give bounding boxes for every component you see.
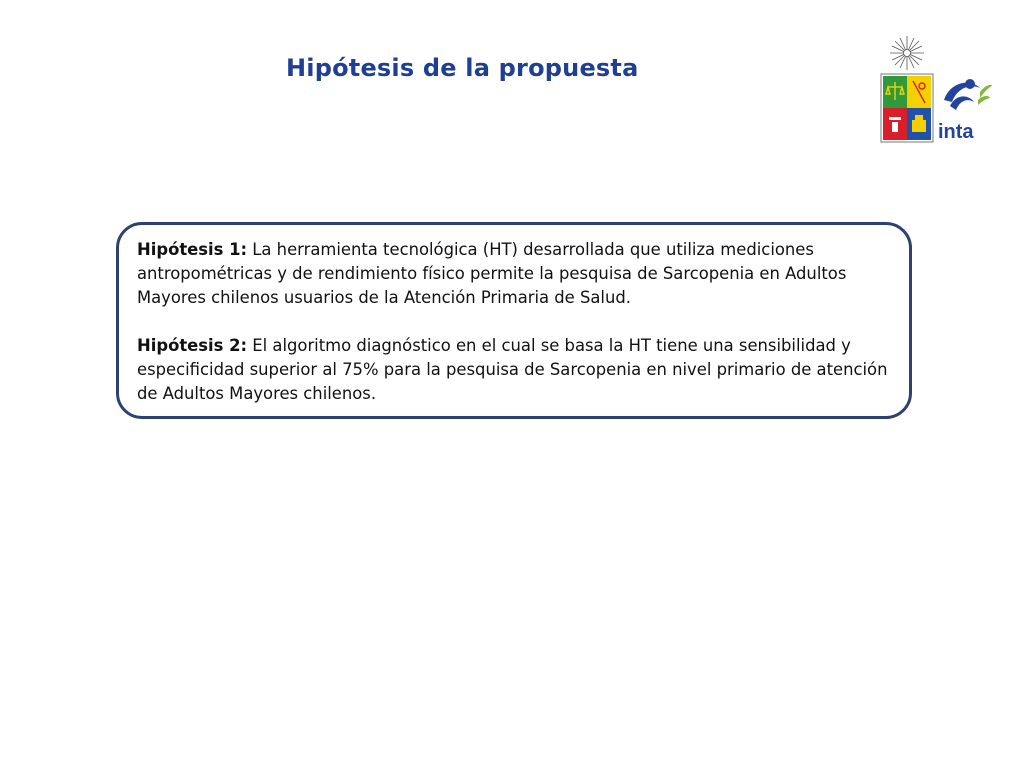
hypothesis-1-text: La herramienta tecnológica (HT) desarrollada que utiliza mediciones antropométricas y de rendimiento físico permite la pesquisa de Sarcopenia en Adultos Mayores chilenos usuarios de la Atención Primaria de Salud. <box>137 240 847 307</box>
slide-title: Hipótesis de la propuesta <box>286 54 639 82</box>
inta-logo-text: inta <box>938 121 974 143</box>
hypothesis-1-label: Hipótesis 1: <box>137 240 248 259</box>
hypothesis-2 <box>137 334 893 406</box>
inta-logo-icon <box>936 72 994 144</box>
hypothesis-1 <box>137 238 893 310</box>
hypothesis-2-text: El algoritmo diagnóstico en el cual se basa la HT tiene una sensibilidad y especificidad superior al 75% para la pesquisa de Sarcopenia en nivel primario de atención de Adultos Mayores chilenos. <box>137 336 888 403</box>
universidad-de-chile-crest-icon <box>878 34 936 146</box>
hypotheses-box <box>116 222 912 419</box>
hypothesis-2-label: Hipótesis 2: <box>137 336 248 355</box>
